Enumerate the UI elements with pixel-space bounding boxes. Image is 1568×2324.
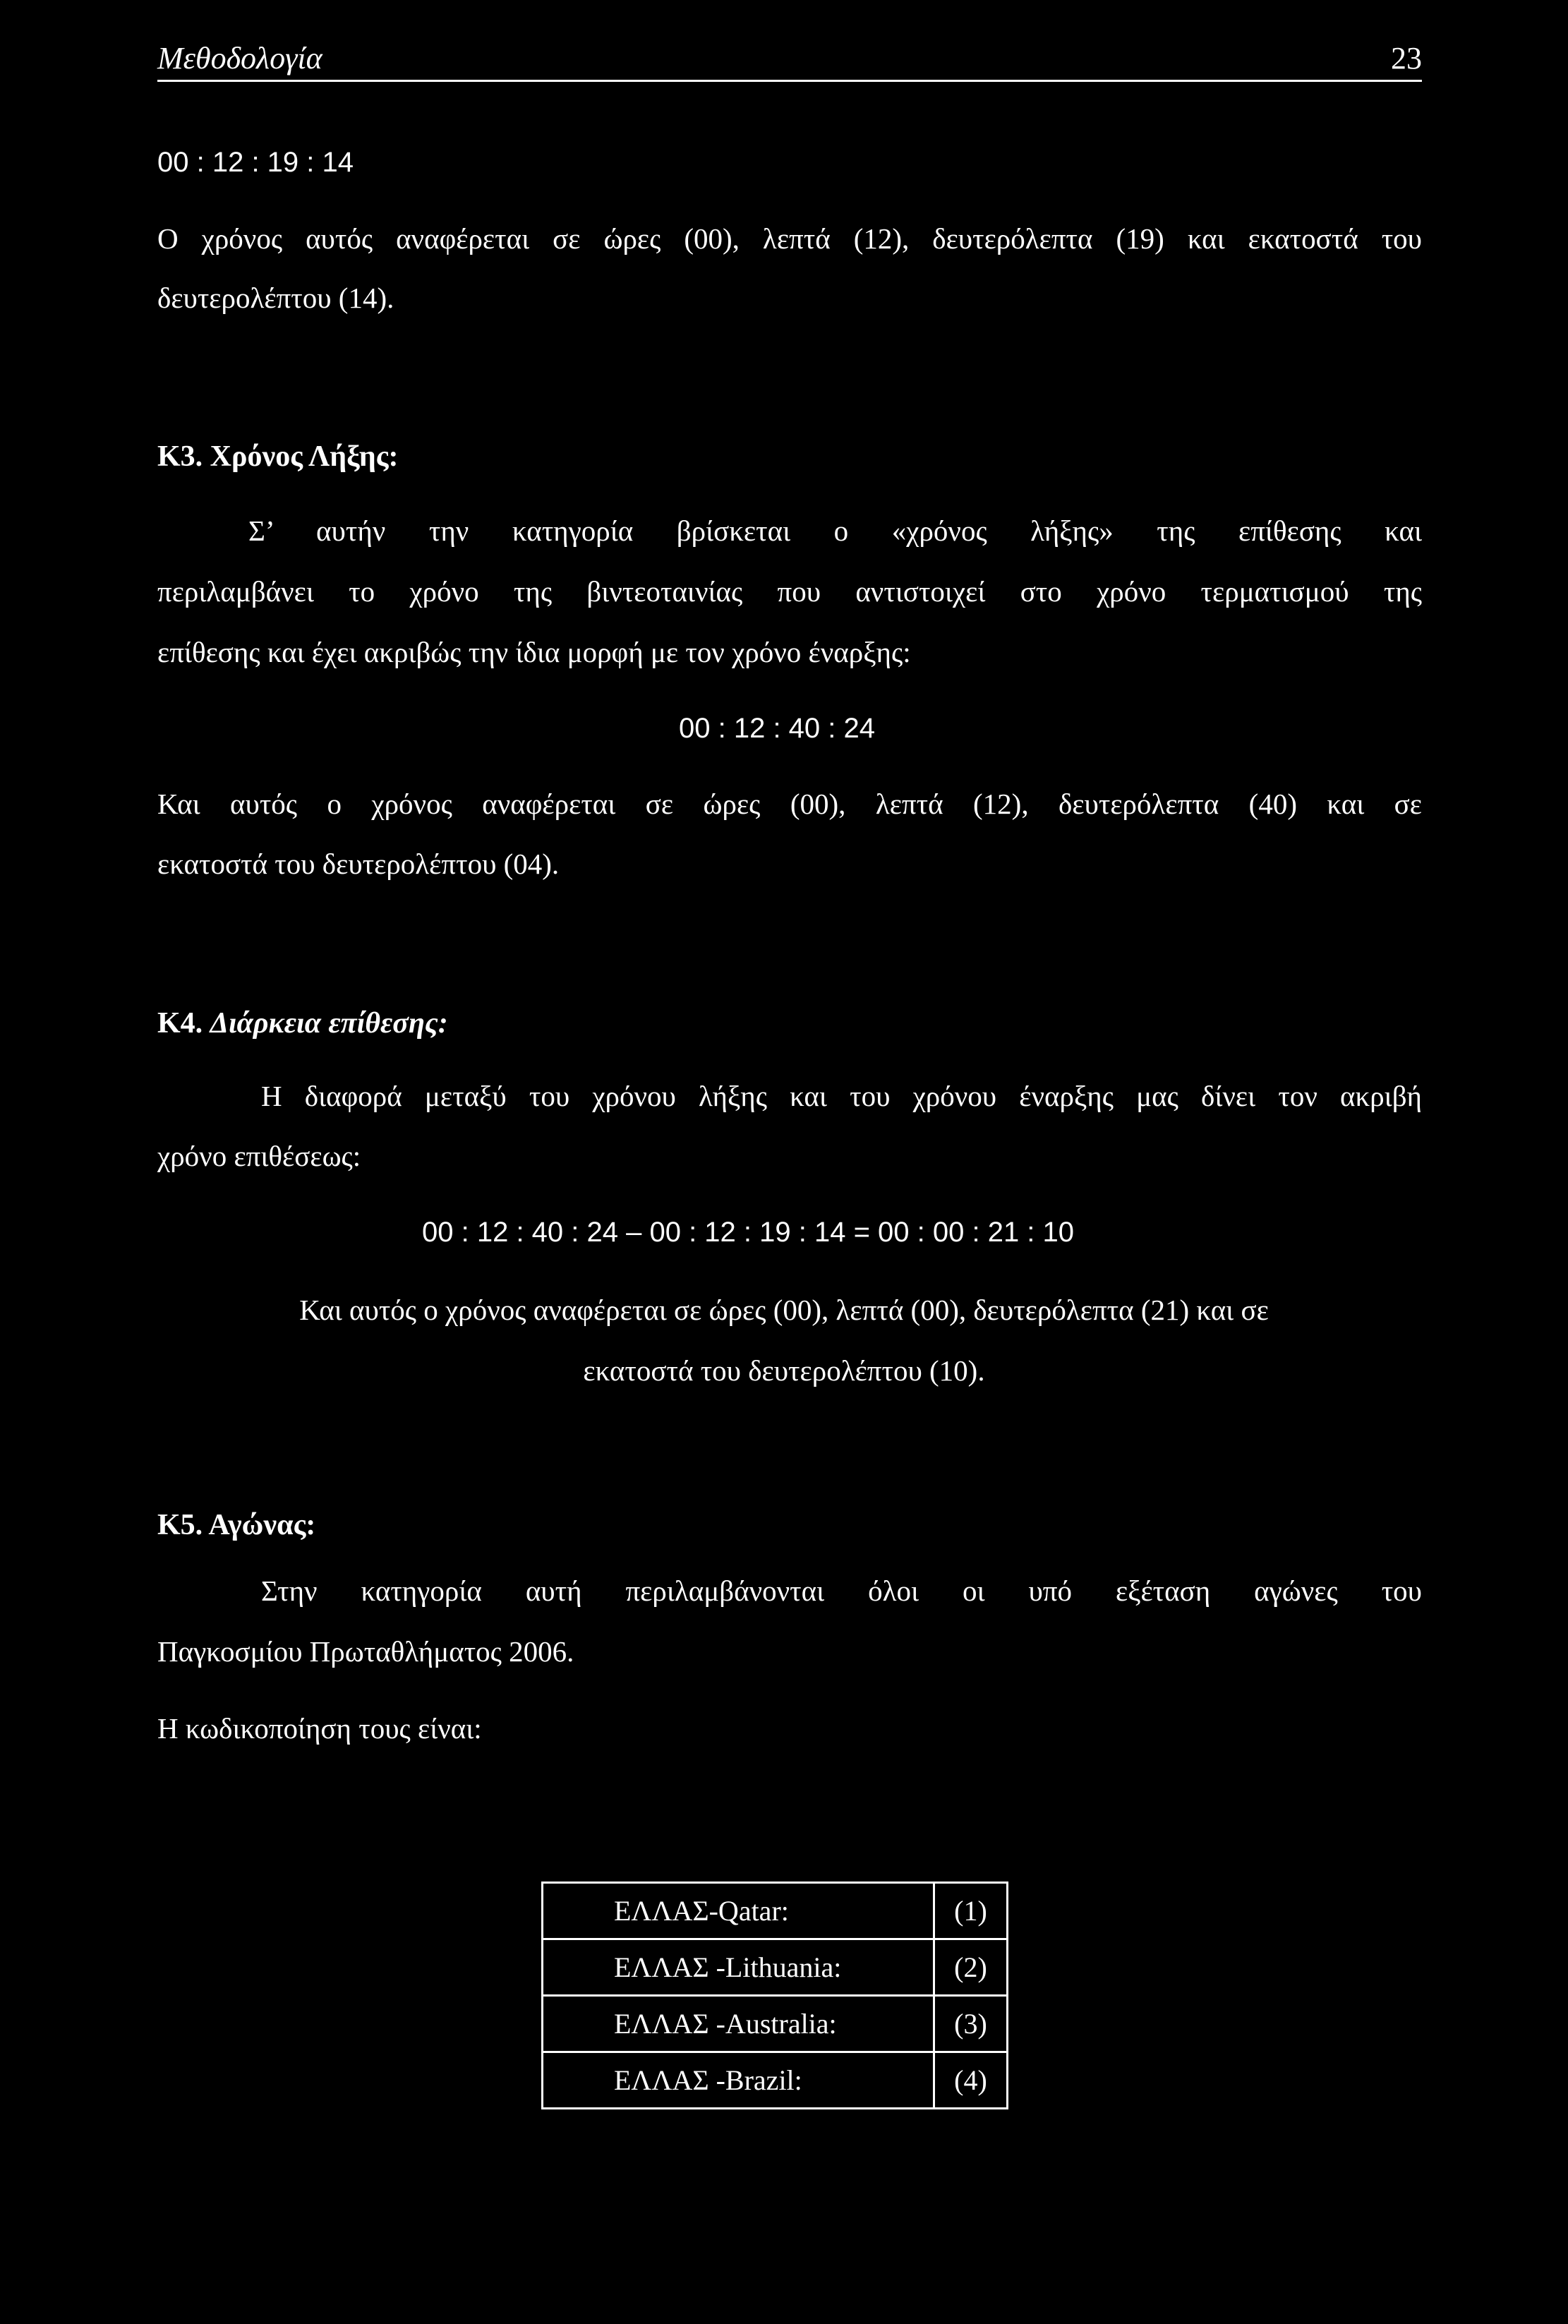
section-k4-heading: [157, 1006, 448, 1041]
k3-paragraph-line: περιλαμβάνει το χρόνο της βιντεοταινίας που αντιστοιχεί στο χρόνο τερματισμού της: [157, 575, 1422, 608]
start-time-paragraph-line: Ο χρόνος αυτός αναφέρεται σε ώρες (00), λεπτά (12), δευτερόλεπτα (19) και εκατοστά του: [157, 222, 1422, 255]
end-time-value: 00 : 12 : 40 : 24: [679, 713, 875, 744]
table-row: [543, 2052, 1008, 2109]
table-row: [543, 1996, 1008, 2052]
k3-paragraph-line: εκατοστά του δευτερολέπτου (04).: [157, 848, 560, 880]
k3-paragraph-line: Σ’ αυτήν την κατηγορία βρίσκεται ο «χρόνος λήξης» της επίθεσης και: [248, 514, 1422, 547]
match-name-cell: ΕΛΛΑΣ -Brazil:: [543, 2052, 934, 2109]
section-k4-title: Διάρκεια επίθεσης:: [210, 1007, 448, 1040]
k4-paragraph-line: χρόνο επιθέσεως:: [157, 1140, 361, 1172]
k3-paragraph-line: επίθεσης και έχει ακριβώς την ίδια μορφή με τον χρόνο έναρξης:: [157, 636, 911, 668]
match-name-cell: ΕΛΛΑΣ -Lithuania:: [543, 1939, 934, 1996]
match-code-cell: (3): [934, 1996, 1008, 2052]
match-code-cell: (4): [934, 2052, 1008, 2109]
match-code-cell: (2): [934, 1939, 1008, 1996]
k3-paragraph-line: Και αυτός ο χρόνος αναφέρεται σε ώρες (00), λεπτά (12), δευτερόλεπτα (40) και σε: [157, 788, 1422, 820]
table-row: [543, 1883, 1008, 1939]
match-code-cell: (1): [934, 1883, 1008, 1939]
section-k3-heading: Κ3. Χρόνος Λήξης:: [157, 440, 399, 473]
section-k4-number: Κ4.: [157, 1007, 203, 1040]
k5-paragraph-line: Παγκοσμίου Πρωταθλήματος 2006.: [157, 1635, 574, 1668]
page-header: [157, 39, 1422, 82]
table-row: [543, 1939, 1008, 1996]
k5-paragraph-line: Η κωδικοποίηση τους είναι:: [157, 1712, 482, 1745]
match-name-cell: ΕΛΛΑΣ-Qatar:: [543, 1883, 934, 1939]
header-title: Μεθοδολογία: [157, 41, 322, 76]
k5-paragraph-line: Στην κατηγορία αυτή περιλαμβάνονται όλοι οι υπό εξέταση αγώνες του: [261, 1575, 1422, 1607]
k4-paragraph-line: Η διαφορά μεταξύ του χρόνου λήξης και του χρόνου έναρξης μας δίνει τον ακριβή: [261, 1080, 1422, 1112]
match-name-cell: ΕΛΛΑΣ -Australia:: [543, 1996, 934, 2052]
section-k5-heading: Κ5. Αγώνας:: [157, 1509, 316, 1541]
k4-paragraph-line: εκατοστά του δευτερολέπτου (10).: [583, 1354, 985, 1387]
start-time-paragraph-line: δευτερολέπτου (14).: [157, 282, 394, 314]
duration-equation: 00 : 12 : 40 : 24 – 00 : 12 : 19 : 14 = 00 : 00 : 21 : 10: [422, 1217, 1075, 1248]
page-number: 23: [1391, 41, 1422, 76]
k4-paragraph-line: Και αυτός ο χρόνος αναφέρεται σε ώρες (00), λεπτά (00), δευτερόλεπτα (21) και σε: [299, 1294, 1269, 1326]
start-time-value: 00 : 12 : 19 : 14: [157, 147, 354, 178]
match-code-table: [541, 1882, 1008, 2109]
